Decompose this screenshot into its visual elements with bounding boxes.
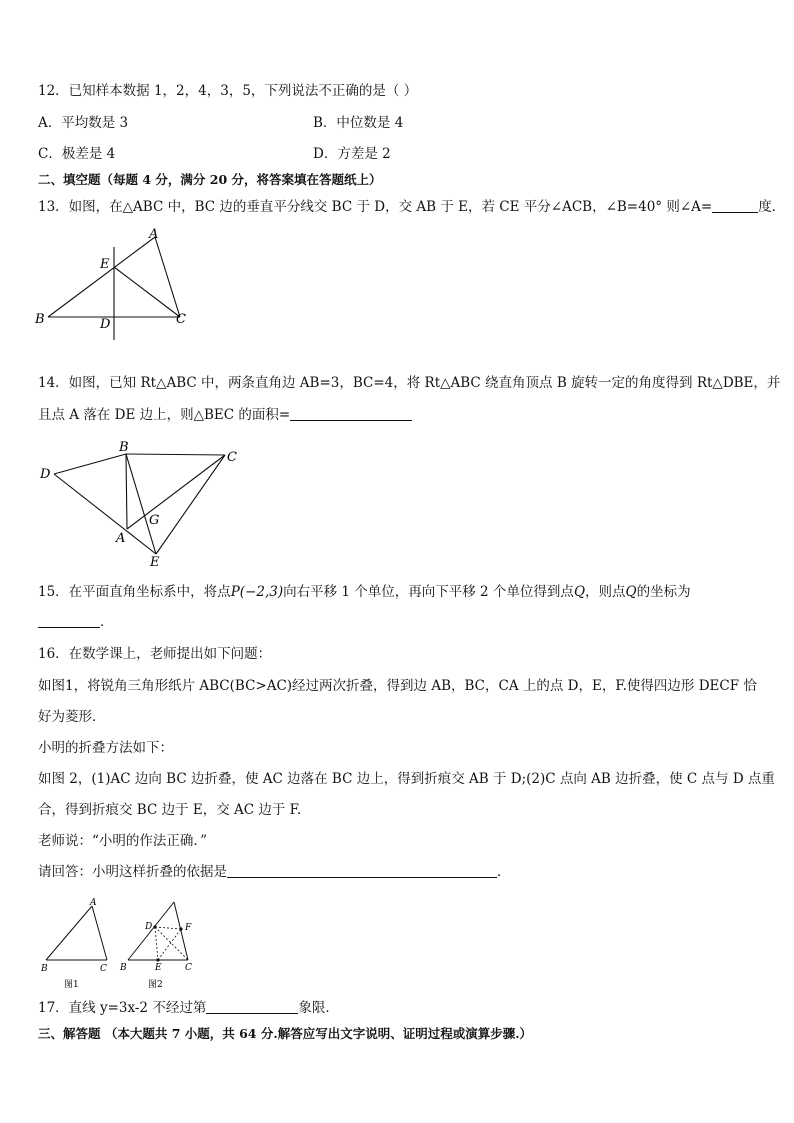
q13-unit: 度． bbox=[758, 199, 786, 215]
section-2-heading: 二、填空题（每题 4 分，满分 20 分，将答案填在答题纸上） bbox=[38, 172, 382, 187]
q14-segment-ba bbox=[126, 454, 127, 529]
q15-point-p: P(−2,3) bbox=[230, 584, 284, 600]
q14-line-2 bbox=[38, 406, 412, 424]
q13-label-c: C bbox=[176, 312, 186, 327]
q14-label-c: C bbox=[227, 450, 237, 465]
q12-option-b: B．中位数是 4 bbox=[313, 115, 404, 131]
q13-stem bbox=[38, 198, 785, 216]
q13-label-e: E bbox=[100, 257, 110, 272]
fig2-caption: 图2 bbox=[148, 980, 163, 990]
q15-text-1: 15．在平面直角坐标系中，将点 bbox=[38, 584, 231, 600]
q16-line-5: 如图 2，(1)AC 边向 BC 边折叠，使 AC 边落在 BC 边上，得到折痕交 AB 于 D;(2)C 点向 AB 边折叠，使 C 点与 D 点重 bbox=[38, 771, 775, 787]
q15-text-2: 向右平移 1 个单位，再向下平移 2 个单位得到点 bbox=[283, 584, 574, 600]
q13-answer-blank[interactable] bbox=[712, 198, 758, 213]
q17-text-1: 17．直线 y=3x-2 不经过第 bbox=[38, 1000, 207, 1016]
q13-segment-ba bbox=[48, 237, 155, 317]
fig2-label-e: E bbox=[155, 963, 162, 973]
q16-answer-blank[interactable] bbox=[227, 863, 497, 878]
q15-answer-line bbox=[38, 613, 114, 631]
q16-line-3: 好为菱形． bbox=[38, 709, 106, 725]
q13-label-d: D bbox=[100, 317, 111, 332]
q13-figure bbox=[30, 222, 200, 342]
q15-stem bbox=[38, 583, 691, 601]
q14-segment-db bbox=[54, 454, 126, 474]
q16-line-1: 16．在数学课上，老师提出如下问题： bbox=[38, 646, 272, 662]
q14-label-a: A bbox=[116, 531, 126, 546]
q14-answer-blank[interactable] bbox=[290, 406, 412, 421]
q13-segment-ec bbox=[114, 267, 180, 317]
q14-figure bbox=[32, 435, 252, 570]
fig1-label-a: A bbox=[90, 898, 97, 908]
q16-figure-1 bbox=[34, 892, 114, 992]
q13-label-b: B bbox=[35, 312, 45, 327]
q14-segment-bc bbox=[126, 454, 225, 455]
q15-end: ． bbox=[100, 614, 114, 630]
q14-segment-de bbox=[54, 474, 156, 554]
fig1-label-c: C bbox=[100, 964, 107, 974]
q14-label-g: G bbox=[149, 513, 160, 528]
q13-label-a: A bbox=[149, 227, 159, 242]
q16-line-8 bbox=[38, 863, 511, 881]
fig2-label-f: F bbox=[185, 923, 192, 933]
q15-answer-blank[interactable] bbox=[38, 613, 100, 628]
q14-label-e: E bbox=[150, 555, 160, 570]
q12-option-c: C．极差是 4 bbox=[38, 146, 116, 162]
q16-line-7: 老师说：“小明的作法正确．” bbox=[38, 833, 208, 849]
q16-line-6: 合，得到折痕交 BC 边于 E，交 AC 边于 F. bbox=[38, 802, 302, 818]
q13-stem-text: 13．如图，在△ABC 中，BC 边的垂直平分线交 BC 于 D，交 AB 于 E，若 CE 平分∠ACB，∠B=40° 则∠A= bbox=[38, 199, 713, 215]
q15-text-4: 的坐标为 bbox=[636, 584, 691, 600]
fig1-caption: 图1 bbox=[64, 980, 79, 990]
q12-stem: 12．已知样本数据 1，2，4，3，5，下列说法不正确的是（ ） bbox=[38, 83, 418, 99]
q15-point-q-1: Q bbox=[573, 584, 586, 600]
q17-stem bbox=[38, 999, 339, 1017]
q14-segment-ec bbox=[156, 455, 225, 554]
q14-label-b: B bbox=[119, 440, 129, 455]
q16-line-8-end: ． bbox=[497, 864, 511, 880]
q12-option-a: A．平均数是 3 bbox=[38, 115, 129, 131]
fig2-label-b: B bbox=[120, 963, 127, 973]
q16-line-4: 小明的折叠方法如下： bbox=[38, 740, 173, 756]
q16-figure-2 bbox=[114, 892, 204, 992]
q15-point-q-2: Q bbox=[625, 584, 637, 600]
q16-line-2: 如图1，将锐角三角形纸片 ABC(BC>AC)经过两次折叠，得到边 AB，BC，CA 上的点 D，E，F.使得四边形 DECF 恰 bbox=[38, 678, 757, 694]
fig1-label-b: B bbox=[41, 964, 48, 974]
q16-line-8-text: 请回答：小明这样折叠的依据是 bbox=[38, 864, 227, 880]
q17-answer-blank[interactable] bbox=[206, 999, 298, 1014]
q12-option-d: D．方差是 2 bbox=[313, 146, 391, 162]
q15-text-3: ，则点 bbox=[585, 584, 626, 600]
q14-segment-ac bbox=[127, 455, 225, 529]
q14-line-2-text: 且点 A 落在 DE 边上，则△BEC 的面积= bbox=[38, 407, 291, 423]
section-3-heading: 三、解答题 （本大题共 7 小题，共 64 分.解答应写出文字说明、证明过程或演算步骤.） bbox=[38, 1026, 533, 1041]
q14-label-d: D bbox=[40, 467, 51, 482]
q14-line-1: 14．如图，已知 Rt△ABC 中，两条直角边 AB=3，BC=4，将 Rt△ABC 绕直角顶点 B 旋转一定的角度得到 Rt△DBE，并 bbox=[38, 375, 781, 391]
fig2-label-d: D bbox=[145, 922, 153, 932]
q14-segment-be bbox=[126, 454, 156, 554]
q13-segment-ac bbox=[155, 237, 180, 317]
q17-text-2: 象限． bbox=[298, 1000, 339, 1016]
fig2-label-c: C bbox=[185, 963, 192, 973]
